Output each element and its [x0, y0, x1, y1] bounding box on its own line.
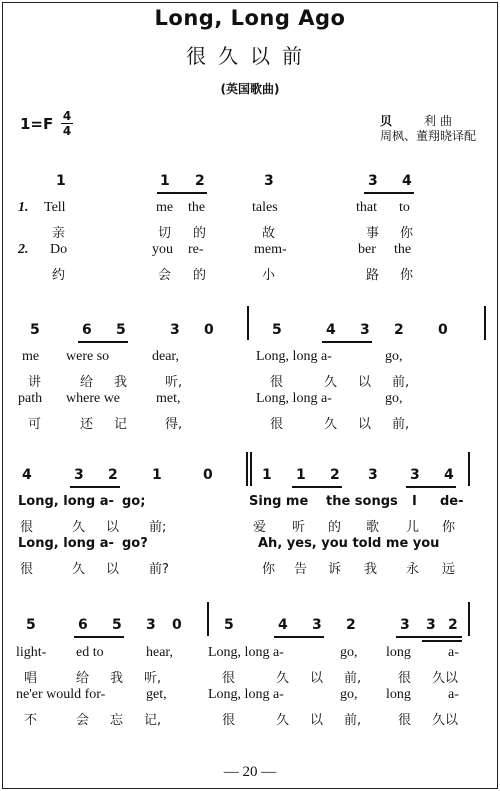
- verse-number: 2.: [18, 242, 29, 257]
- lyric-char: 以: [310, 671, 324, 686]
- note: 3: [410, 467, 420, 483]
- note: 1: [152, 467, 162, 483]
- note: 3: [312, 617, 322, 633]
- lyric-char: 亲: [52, 226, 66, 241]
- note: 5: [116, 322, 126, 338]
- lyric-char: 会: [158, 268, 172, 283]
- lyric-char: 唱: [24, 671, 38, 686]
- lyric-char: 久: [72, 562, 86, 577]
- lyric-char: 切: [158, 226, 172, 241]
- beam: [70, 486, 120, 488]
- beam: [274, 636, 324, 638]
- note: 1: [56, 173, 66, 189]
- lyric-char: 以: [358, 417, 372, 432]
- song-origin-note: (英国歌曲): [220, 82, 280, 96]
- lyric-char: 故: [262, 226, 276, 241]
- note: 5: [224, 617, 234, 633]
- note: 3: [146, 617, 156, 633]
- note: 5: [30, 322, 40, 338]
- beam: [292, 486, 342, 488]
- time-signature-bottom: 4: [62, 124, 72, 138]
- lyric-word: re-: [188, 242, 204, 257]
- note: 0: [203, 467, 213, 483]
- note: 2: [195, 173, 205, 189]
- note: 1: [296, 467, 306, 483]
- note: 3: [74, 467, 84, 483]
- lyric-word: me: [156, 200, 174, 215]
- beam: [322, 341, 372, 343]
- beam: [157, 192, 207, 194]
- lyric-char: 很: [398, 671, 412, 686]
- lyric-char: 听,: [165, 375, 183, 390]
- lyric-char: 前,: [344, 671, 362, 686]
- note: 3: [170, 322, 180, 338]
- lyric-char: 得,: [165, 417, 183, 432]
- barline: [247, 306, 249, 340]
- note: 2: [108, 467, 118, 483]
- verse-number: 1.: [18, 200, 29, 215]
- lyric-char: 很: [270, 375, 284, 390]
- note: 6: [78, 617, 88, 633]
- note: 3: [360, 322, 370, 338]
- note: 4: [326, 322, 336, 338]
- lyric-char: 你: [262, 562, 276, 577]
- barline: [468, 452, 470, 486]
- lyric-word: go,: [340, 645, 358, 660]
- lyric-word: me: [22, 349, 40, 364]
- translator-credit: 周枫、董翔晓译配: [380, 129, 477, 143]
- lyric-word: were so: [66, 349, 110, 364]
- note: 4: [278, 617, 288, 633]
- lyric-char: 不: [24, 713, 38, 728]
- note: 0: [438, 322, 448, 338]
- lyric-word: Long, long a-: [18, 494, 114, 509]
- barline: [246, 452, 248, 486]
- lyric-word: mem-: [254, 242, 287, 257]
- beam: [396, 636, 462, 638]
- note: 5: [272, 322, 282, 338]
- lyric-word: de-: [440, 494, 464, 509]
- lyric-word: long: [386, 687, 411, 702]
- lyric-word: Tell: [44, 200, 66, 215]
- lyric-char: 久: [276, 713, 290, 728]
- lyric-word: tales: [252, 200, 278, 215]
- lyric-char: 我: [114, 375, 128, 390]
- time-signature-top: 4: [62, 109, 72, 123]
- lyric-char: 久以: [432, 671, 459, 686]
- lyric-char: 前,: [392, 417, 410, 432]
- lyric-char: 久: [324, 417, 338, 432]
- lyric-char: 久以: [432, 713, 459, 728]
- lyric-word: go,: [385, 349, 403, 364]
- lyric-char: 我: [110, 671, 124, 686]
- lyric-char: 听,: [144, 671, 162, 686]
- lyric-word: that: [356, 200, 377, 215]
- note: 3: [368, 467, 378, 483]
- lyric-char: 前,: [392, 375, 410, 390]
- lyric-word: path: [18, 391, 43, 406]
- lyric-char: 你: [442, 520, 456, 535]
- note: 5: [112, 617, 122, 633]
- note: 4: [444, 467, 454, 483]
- page-number: — 20 —: [223, 764, 277, 780]
- note: 3: [368, 173, 378, 189]
- lyric-word: go,: [385, 391, 403, 406]
- beam: [364, 192, 414, 194]
- lyric-word: go?: [122, 536, 148, 551]
- lyric-char: 爱: [253, 520, 267, 535]
- lyric-char: 诉: [328, 562, 342, 577]
- note: 4: [402, 173, 412, 189]
- lyric-char: 听: [292, 520, 306, 535]
- lyric-char: 路: [366, 268, 380, 283]
- lyric-char: 很: [398, 713, 412, 728]
- note: 2: [394, 322, 404, 338]
- lyric-word: light-: [16, 645, 47, 660]
- lyric-char: 讲: [28, 375, 42, 390]
- note: 2: [448, 617, 458, 633]
- barline: [250, 452, 252, 486]
- lyric-char: 我: [364, 562, 378, 577]
- note: 6: [82, 322, 92, 338]
- composer-name: 贝: [380, 114, 397, 128]
- lyric-char: 儿: [406, 520, 420, 535]
- lyric-word: a-: [448, 645, 459, 660]
- lyric-word: Long, long a-: [256, 391, 332, 406]
- lyric-word: you: [152, 242, 173, 257]
- lyric-char: 前,: [344, 713, 362, 728]
- lyric-char: 久: [276, 671, 290, 686]
- time-signature: [61, 110, 73, 137]
- note: 3: [264, 173, 274, 189]
- lyric-word: go,: [340, 687, 358, 702]
- barline: [207, 602, 209, 636]
- lyric-char: 很: [270, 417, 284, 432]
- lyric-word: long: [386, 645, 411, 660]
- lyric-word: go;: [122, 494, 146, 509]
- lyric-char: 你: [400, 268, 414, 283]
- lyric-char: 事: [366, 226, 380, 241]
- lyric-char: 记,: [144, 713, 162, 728]
- lyric-char: 很: [222, 671, 236, 686]
- barline: [484, 306, 486, 340]
- lyric-char: 记: [114, 417, 128, 432]
- beam: [406, 486, 456, 488]
- lyric-char: 久: [72, 520, 86, 535]
- note: 0: [172, 617, 182, 633]
- lyric-char: 久: [324, 375, 338, 390]
- key-signature: 1=F: [20, 115, 54, 133]
- lyric-char: 永: [406, 562, 420, 577]
- song-title-chinese: 很久以前: [186, 44, 314, 68]
- beam-double: [422, 640, 462, 642]
- lyric-char: 很: [20, 562, 34, 577]
- lyric-word: Sing me: [249, 494, 309, 509]
- lyric-word: ed to: [76, 645, 104, 660]
- lyric-char: 的: [193, 226, 207, 241]
- note: 2: [346, 617, 356, 633]
- note: 5: [26, 617, 36, 633]
- note: 1: [160, 173, 170, 189]
- barline: [468, 602, 470, 636]
- lyric-word: where we: [66, 391, 121, 406]
- lyric-word: hear,: [146, 645, 174, 660]
- lyric-word: Long, long a-: [208, 645, 284, 660]
- lyric-char: 以: [106, 562, 120, 577]
- lyric-word: met,: [156, 391, 181, 406]
- lyric-char: 很: [222, 713, 236, 728]
- lyric-word: ne'er would for-: [16, 687, 106, 702]
- lyric-word: a-: [448, 687, 459, 702]
- lyric-char: 以: [106, 520, 120, 535]
- lyric-char: 告: [294, 562, 308, 577]
- note: 2: [330, 467, 340, 483]
- lyric-char: 给: [80, 375, 94, 390]
- lyric-word: Do: [50, 242, 68, 257]
- lyric-char: 很: [20, 520, 34, 535]
- lyric-word: I: [412, 494, 417, 509]
- lyric-char: 的: [193, 268, 207, 283]
- lyric-char: 给: [76, 671, 90, 686]
- lyric-char: 会: [76, 713, 90, 728]
- lyric-char: 可: [28, 417, 42, 432]
- composer-suffix: 利曲: [424, 114, 457, 128]
- lyric-char: 以: [310, 713, 324, 728]
- lyric-char: 你: [400, 226, 414, 241]
- lyric-char: 约: [52, 268, 66, 283]
- note: 4: [22, 467, 32, 483]
- lyric-word: Ah, yes, you told me you: [258, 536, 440, 551]
- note: 3: [426, 617, 436, 633]
- lyric-word: Long, long a-: [208, 687, 284, 702]
- lyric-word: Long, long a-: [18, 536, 114, 551]
- note: 3: [400, 617, 410, 633]
- lyric-char: 远: [442, 562, 456, 577]
- lyric-char: 前?: [149, 562, 169, 577]
- note: 1: [262, 467, 272, 483]
- lyric-char: 的: [328, 520, 342, 535]
- lyric-char: 歌: [366, 520, 380, 535]
- lyric-char: 还: [80, 417, 94, 432]
- lyric-word: dear,: [152, 349, 180, 364]
- lyric-word: to: [399, 200, 410, 215]
- lyric-char: 前;: [149, 520, 167, 535]
- beam: [78, 341, 128, 343]
- lyric-word: Long, long a-: [256, 349, 332, 364]
- lyric-word: the: [188, 200, 206, 215]
- song-title-english: Long, Long Ago: [154, 6, 346, 30]
- lyric-word: get,: [146, 687, 167, 702]
- lyric-char: 忘: [110, 713, 124, 728]
- lyric-char: 小: [262, 268, 276, 283]
- lyric-word: the songs: [326, 494, 398, 509]
- beam: [74, 636, 124, 638]
- note: 0: [204, 322, 214, 338]
- lyric-char: 以: [358, 375, 372, 390]
- lyric-word: ber: [358, 242, 376, 257]
- lyric-word: the: [394, 242, 412, 257]
